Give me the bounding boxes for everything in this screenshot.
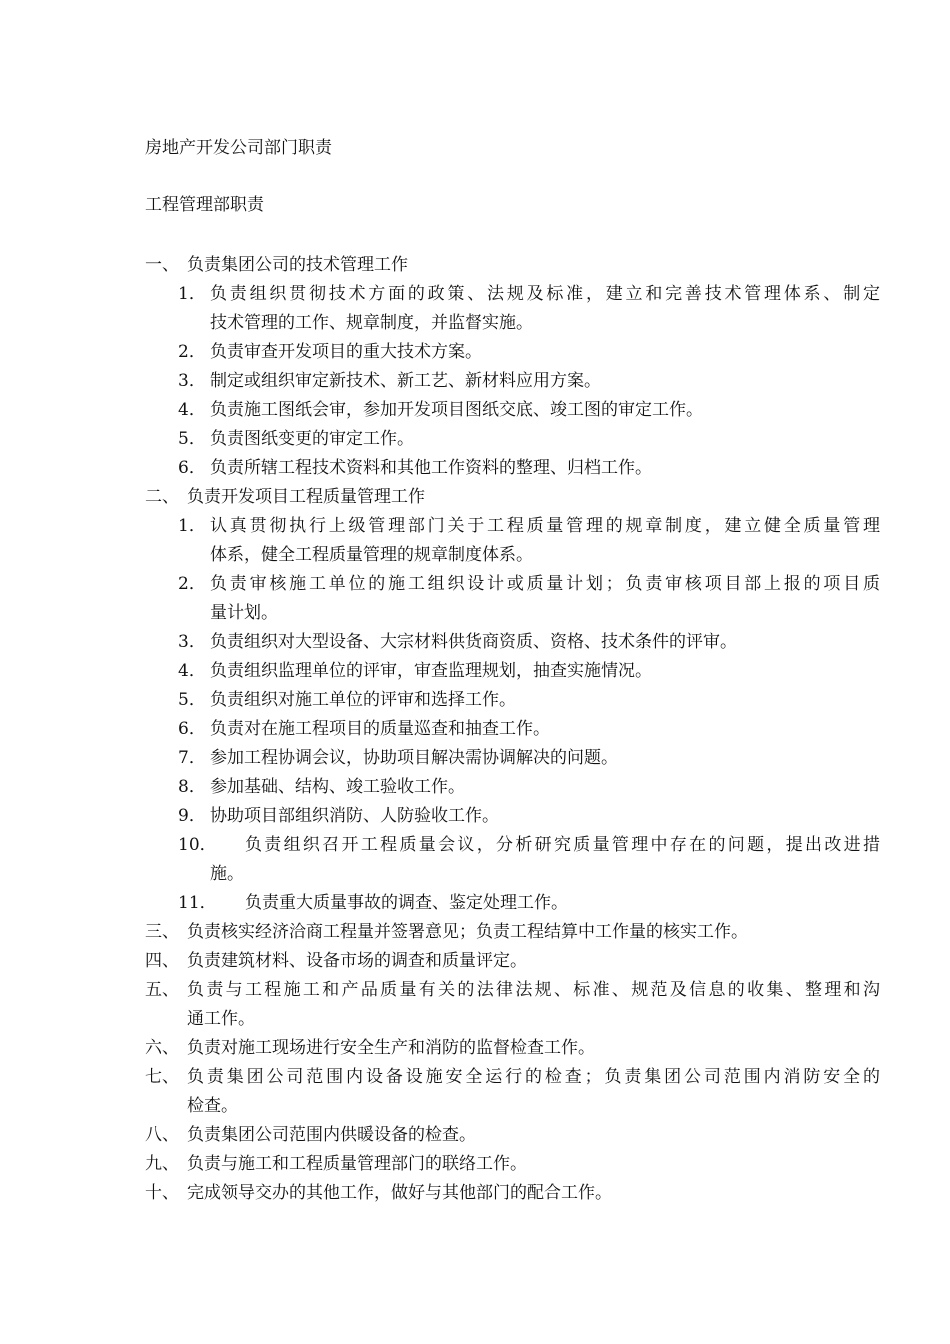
item-number: 4． — [178, 400, 206, 420]
section-text: 负责与施工和工程质量管理部门的联络工作。 — [187, 1154, 527, 1174]
list-item — [145, 512, 880, 541]
section-text: 负责与工程施工和产品质量有关的法律法规、标准、规范及信息的收集、整理和沟 — [187, 980, 880, 1000]
list-item — [145, 773, 880, 802]
item-text: 负责组织贯彻技术方面的政策、法规及标准，建立和完善技术管理体系、制定 — [210, 284, 880, 304]
section-number: 十、 — [145, 1183, 179, 1203]
section-number: 二、 — [145, 487, 179, 507]
continuation-text: 检查。 — [187, 1096, 238, 1116]
item-number: 3． — [178, 371, 206, 391]
list-item — [145, 425, 880, 454]
continuation-text: 技术管理的工作、规章制度，并监督实施。 — [210, 313, 533, 333]
item-text: 负责组织对施工单位的评审和选择工作。 — [210, 690, 516, 710]
continuation-line — [145, 309, 880, 338]
item-number: 5． — [178, 429, 206, 449]
list-item — [145, 628, 880, 657]
section-heading — [145, 1150, 880, 1179]
item-text: 负责所辖工程技术资料和其他工作资料的整理、归档工作。 — [210, 458, 652, 478]
responsibilities-list — [145, 251, 880, 1208]
item-text: 负责组织监理单位的评审，审查监理规划，抽查实施情况。 — [210, 661, 652, 681]
continuation-text: 体系，健全工程质量管理的规章制度体系。 — [210, 545, 533, 565]
item-number: 8． — [178, 777, 206, 797]
continuation-line — [145, 1005, 880, 1034]
section-number: 六、 — [145, 1038, 179, 1058]
continuation-text: 通工作。 — [187, 1009, 255, 1029]
list-item — [145, 338, 880, 367]
section-text: 负责集团公司的技术管理工作 — [187, 255, 408, 275]
section-heading — [145, 918, 880, 947]
item-text: 负责审查开发项目的重大技术方案。 — [210, 342, 482, 362]
item-number: 5． — [178, 690, 206, 710]
section-text: 负责集团公司范围内供暖设备的检查。 — [187, 1125, 476, 1145]
item-number: 4． — [178, 661, 206, 681]
item-number: 3． — [178, 632, 206, 652]
section-number: 一、 — [145, 255, 179, 275]
item-number: 2． — [178, 574, 206, 594]
list-item — [145, 367, 880, 396]
item-text: 负责组织召开工程质量会议，分析研究质量管理中存在的问题，提出改进措 — [245, 835, 880, 855]
list-item — [145, 686, 880, 715]
continuation-line — [145, 1092, 880, 1121]
section-number: 九、 — [145, 1154, 179, 1174]
section-number: 五、 — [145, 980, 179, 1000]
continuation-line — [145, 599, 880, 628]
section-number: 八、 — [145, 1125, 179, 1145]
item-text: 负责施工图纸会审，参加开发项目图纸交底、竣工图的审定工作。 — [210, 400, 703, 420]
item-number: 6． — [178, 719, 206, 739]
item-number: 2． — [178, 342, 206, 362]
item-number: 1． — [178, 516, 206, 536]
list-item — [145, 831, 880, 860]
section-text: 负责开发项目工程质量管理工作 — [187, 487, 425, 507]
document-title: 房地产开发公司部门职责 — [145, 138, 332, 158]
item-number: 6． — [178, 458, 206, 478]
item-number: 11． — [178, 893, 217, 913]
item-text: 协助项目部组织消防、人防验收工作。 — [210, 806, 499, 826]
continuation-line — [145, 541, 880, 570]
list-item — [145, 889, 880, 918]
section-text: 负责对施工现场进行安全生产和消防的监督检查工作。 — [187, 1038, 595, 1058]
list-item — [145, 396, 880, 425]
item-number: 1． — [178, 284, 206, 304]
item-text: 参加工程协调会议，协助项目解决需协调解决的问题。 — [210, 748, 618, 768]
section-text: 负责建筑材料、设备市场的调查和质量评定。 — [187, 951, 527, 971]
item-number: 10． — [178, 835, 217, 855]
section-heading — [145, 483, 880, 512]
list-item — [145, 744, 880, 773]
item-text: 负责审核施工单位的施工组织设计或质量计划；负责审核项目部上报的项目质 — [210, 574, 880, 594]
section-heading — [145, 1063, 880, 1092]
section-number: 七、 — [145, 1067, 179, 1087]
section-text: 完成领导交办的其他工作，做好与其他部门的配合工作。 — [187, 1183, 612, 1203]
section-heading — [145, 976, 880, 1005]
item-text: 认真贯彻执行上级管理部门关于工程质量管理的规章制度，建立健全质量管理 — [210, 516, 880, 536]
continuation-text: 量计划。 — [210, 603, 278, 623]
section-number: 四、 — [145, 951, 179, 971]
list-item — [145, 715, 880, 744]
section-heading — [145, 1034, 880, 1063]
item-text: 制定或组织审定新技术、新工艺、新材料应用方案。 — [210, 371, 601, 391]
list-item — [145, 802, 880, 831]
section-heading — [145, 1179, 880, 1208]
item-number: 7． — [178, 748, 206, 768]
item-text: 负责图纸变更的审定工作。 — [210, 429, 414, 449]
item-text: 负责对在施工程项目的质量巡查和抽查工作。 — [210, 719, 550, 739]
item-number: 9． — [178, 806, 206, 826]
continuation-text: 施。 — [210, 864, 244, 884]
list-item — [145, 570, 880, 599]
item-text: 负责组织对大型设备、大宗材料供货商资质、资格、技术条件的评审。 — [210, 632, 737, 652]
section-text: 负责核实经济洽商工程量并签署意见；负责工程结算中工作量的核实工作。 — [187, 922, 748, 942]
item-text: 参加基础、结构、竣工验收工作。 — [210, 777, 465, 797]
item-text: 负责重大质量事故的调查、鉴定处理工作。 — [245, 893, 568, 913]
continuation-line — [145, 860, 880, 889]
section-text: 负责集团公司范围内设备设施安全运行的检查；负责集团公司范围内消防安全的 — [187, 1067, 880, 1087]
section-heading — [145, 251, 880, 280]
section-heading — [145, 1121, 880, 1150]
list-item — [145, 280, 880, 309]
list-item — [145, 454, 880, 483]
section-heading — [145, 947, 880, 976]
section-number: 三、 — [145, 922, 179, 942]
department-heading: 工程管理部职责 — [145, 195, 264, 215]
list-item — [145, 657, 880, 686]
